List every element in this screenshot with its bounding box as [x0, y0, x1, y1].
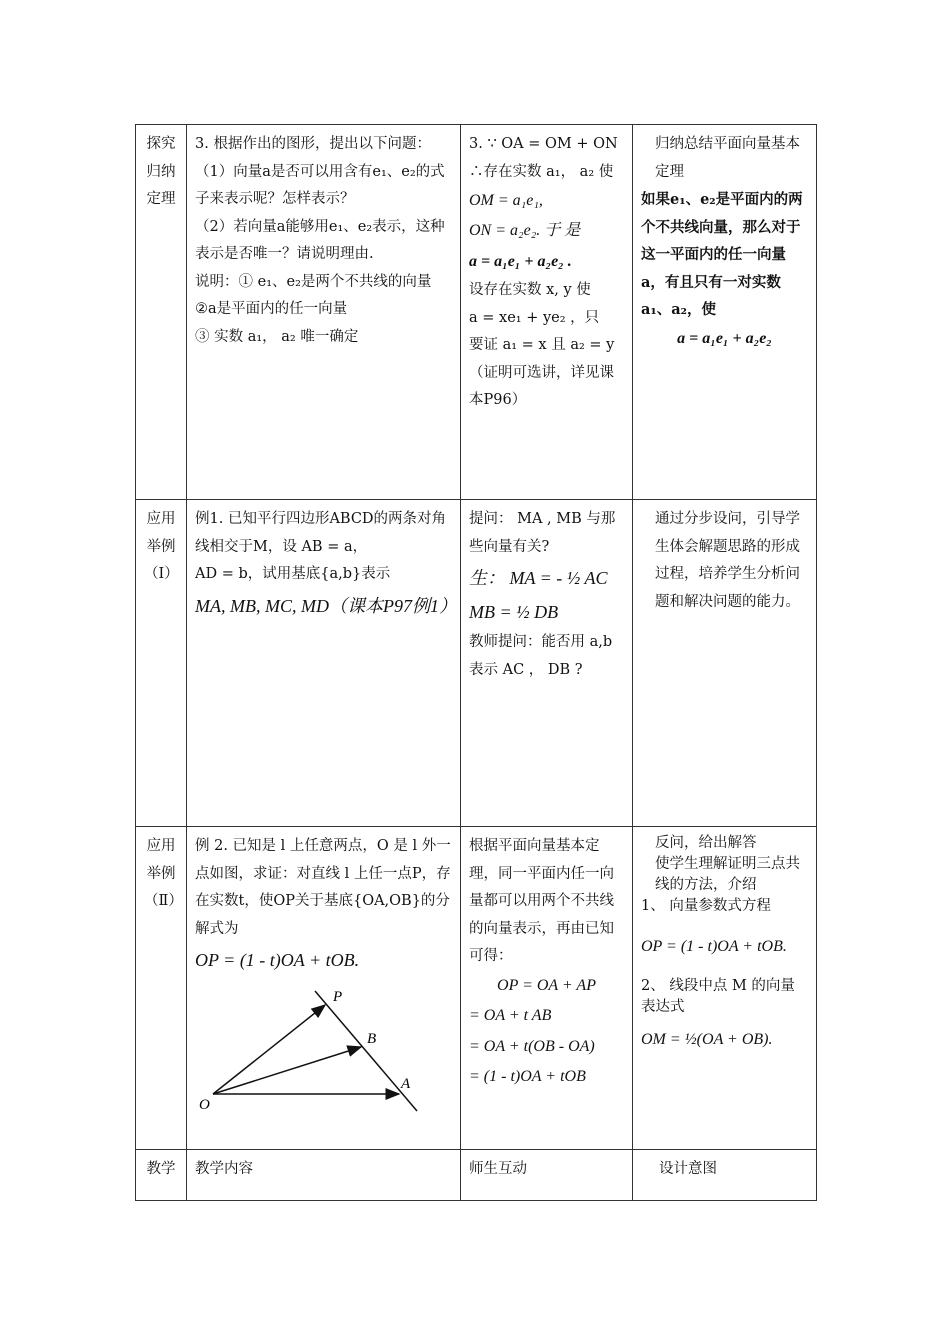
collinear-points-figure	[195, 981, 435, 1116]
content-header: 教学内容	[187, 1150, 461, 1201]
stage-cell: 应用 举例 （Ⅰ）	[136, 500, 187, 827]
stage-cell: 探究 归纳 定理	[136, 125, 187, 500]
row-example-1	[136, 500, 817, 827]
interaction-cell: 3. ∵ OA = OM + ON ∴存在实数 a₁， a₂ 使 OM = a₁e₁, ON = a₂e₂. 于 是 a = a₁e₁ + a₂e₂ . 设存在实数 x, y 使 a = xe₁ + ye₂ ，只 要证 a₁ = x 且 a₂ = y （证明可选讲，详见课本P96）	[461, 125, 633, 500]
row-explore	[136, 125, 817, 500]
interaction-header: 师生互动	[461, 1150, 633, 1201]
stage-cell: 教学	[136, 1150, 187, 1201]
intent-cell: 通过分步设问，引导学生体会解题思路的形成过程，培养学生分析问题和解决问题的能力。	[633, 500, 817, 827]
content-cell: 例 2. 已知是 l 上任意两点，O 是 l 外一点如图，求证：对直线 l 上任一点P，存在实数t，使OP关于基底{OA,OB}的分解式为 OP = (1 - t)OA + tOB. P B A O	[187, 827, 461, 1150]
stage-cell: 应用 举例 （Ⅱ）	[136, 827, 187, 1150]
content-cell: 例1. 已知平行四边形ABCD的两条对角线相交于M，设 AB = a， AD = b，试用基底{a,b}表示 MA, MB, MC, MD（课本P97例1）	[187, 500, 461, 827]
line-l	[315, 991, 417, 1111]
intent-header: 设计意图	[633, 1150, 817, 1201]
intent-cell: 反问，给出解答 使学生理解证明三点共线的方法，介绍 1、 向量参数式方程 OP = (1 - t)OA + tOB. 2、 线段中点 M 的向量表达式 OM = ½(OA + OB).	[633, 827, 817, 1150]
label-b: B	[367, 1031, 377, 1048]
label-p: P	[333, 989, 343, 1006]
interaction-cell: 根据平面向量基本定理，同一平面内任一向量都可以用两个不共线的向量表示，再由已知可得： OP = OA + AP = OA + t AB = OA + t(OB - OA) = (1 - t)OA + tOB	[461, 827, 633, 1150]
vector-op	[213, 1005, 325, 1094]
content-cell: 3. 根据作出的图形，提出以下问题： （1）向量a是否可以用含有e₁、e₂的式子来表示呢？怎样表示？ （2）若向量a能够用e₁、e₂表示，这种表示是否唯一？请说明理由. 说明：① e₁、e₂是两个不共线的向量 ②a是平面内的任一向量 ③ 实数 a₁， a₂ 唯一确定	[187, 125, 461, 500]
row-header-repeat	[136, 1150, 817, 1201]
vector-ob	[213, 1047, 361, 1094]
label-a: A	[401, 1076, 411, 1093]
interaction-cell: 提问： MA , MB 与那些向量有关? 生： MA = - ½ AC MB = ½ DB 教师提问：能否用 a,b 表示 AC ， DB ?	[461, 500, 633, 827]
intent-cell: 归纳总结平面向量基本定理 如果e₁、e₂是平面内的两个不共线向量，那么对于这一平面内的任一向量a，有且只有一对实数a₁、a₂，使 a = a₁e₁ + a₂e₂	[633, 125, 817, 500]
lesson-plan-table	[135, 124, 817, 1201]
row-example-2	[136, 827, 817, 1150]
label-o: O	[199, 1097, 210, 1114]
